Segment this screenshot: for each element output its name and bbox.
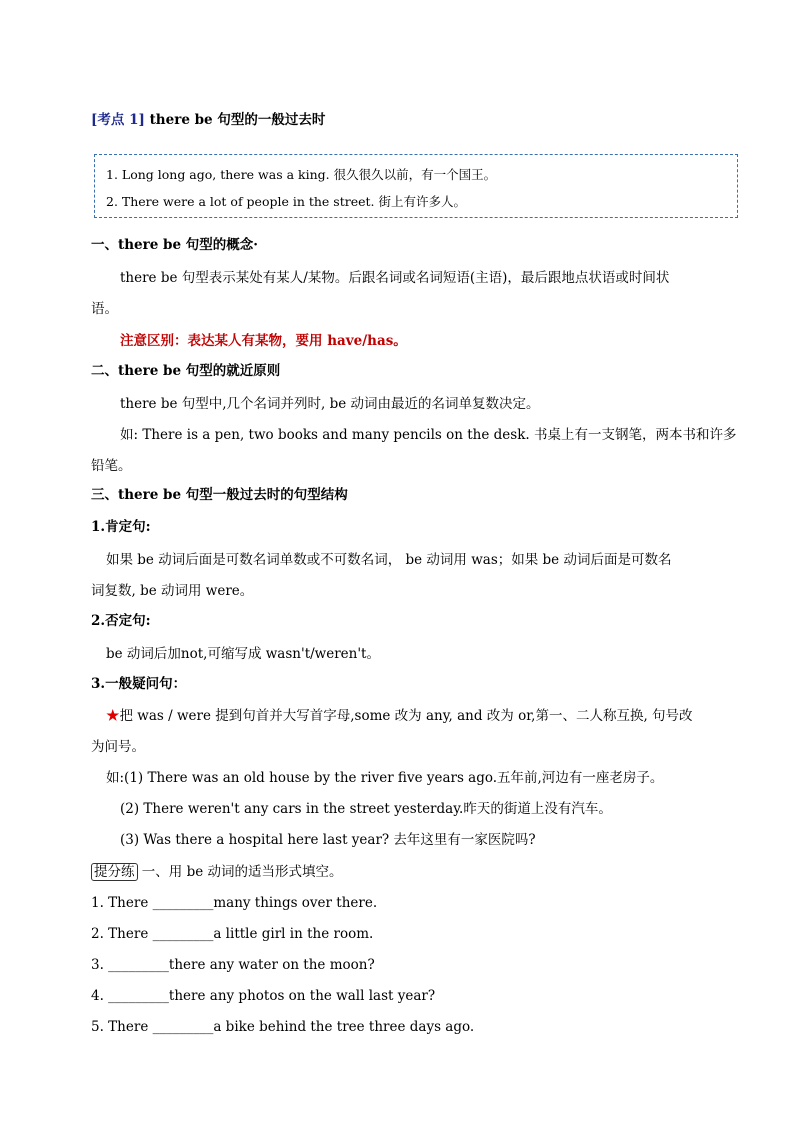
question-rule-line2: 为问号。 (91, 739, 145, 755)
part1-body-line1: there be 句型表示某处有某人/某物。后跟名词或名词短语(主语)，最后跟地点状语或时间状 (120, 270, 670, 286)
section-tag: [考点 1] (91, 112, 145, 128)
practice-instruction: 一、用 be 动词的适当形式填空。 (137, 864, 343, 880)
part1-heading: 一、there be 句型的概念· (91, 237, 258, 253)
affirmative-label: 1.肯定句: (91, 519, 151, 535)
question-example-1: 如:(1) There was an old house by the river five years ago.五年前,河边有一座老房子。 (106, 770, 664, 786)
section-title: there be 句型的一般过去时 (144, 112, 326, 128)
practice-item-1: 1. There _________many things over there. (91, 895, 378, 911)
section-heading (91, 110, 325, 130)
practice-item-3: 3. _________there any water on the moon? (91, 957, 375, 973)
question-label: 3.一般疑问句： (91, 676, 187, 692)
part2-example-line1: 如: There is a pen, two books and many pencils on the desk. 书桌上有一支钢笔，两本书和许多 (120, 427, 737, 443)
negative-label: 2.否定句: (91, 613, 151, 629)
affirmative-line2: 词复数, be 动词用 were。 (91, 583, 254, 599)
practice-badge: 提分练 (91, 863, 138, 881)
star-icon: ★ (106, 708, 120, 724)
question-example-2: (2) There weren't any cars in the street yesterday.昨天的街道上没有汽车。 (120, 801, 612, 817)
part3-heading: 三、there be 句型一般过去时的句型结构 (91, 487, 348, 503)
question-rule-text: 把 was / were 提到句首并大写首字母,some 改为 any, and 改为 or,第一、二人称互换, 句号改 (119, 708, 693, 724)
part2-body: there be 句型中,几个名词并列时, be 动词由最近的名词单复数决定。 (120, 396, 540, 412)
part2-heading: 二、there be 句型的就近原则 (91, 363, 281, 379)
example-box-line-2: 2. There were a lot of people in the street. 街上有许多人。 (106, 194, 466, 209)
negative-body: be 动词后加not,可缩写成 wasn't/weren't。 (106, 646, 380, 662)
practice-item-2: 2. There _________a little girl in the room. (91, 926, 374, 942)
part2-example-line2: 铅笔。 (91, 458, 132, 474)
question-example-3: (3) Was there a hospital here last year? 去年这里有一家医院吗? (120, 832, 536, 848)
part1-note: 注意区别：表达某人有某物，要用 have/has。 (120, 333, 407, 349)
practice-item-5: 5. There _________a bike behind the tree three days ago. (91, 1019, 475, 1035)
practice-item-4: 4. _________there any photos on the wall last year? (91, 988, 436, 1004)
example-box-line-1: 1. Long long ago, there was a king. 很久很久以前，有一个国王。 (106, 167, 497, 182)
practice-heading (91, 862, 343, 882)
affirmative-line1: 如果 be 动词后面是可数名词单数或不可数名词， be 动词用 was；如果 be 动词后面是可数名 (106, 552, 672, 568)
question-rule-line1 (106, 706, 693, 726)
part1-body-line2: 语。 (91, 301, 118, 317)
